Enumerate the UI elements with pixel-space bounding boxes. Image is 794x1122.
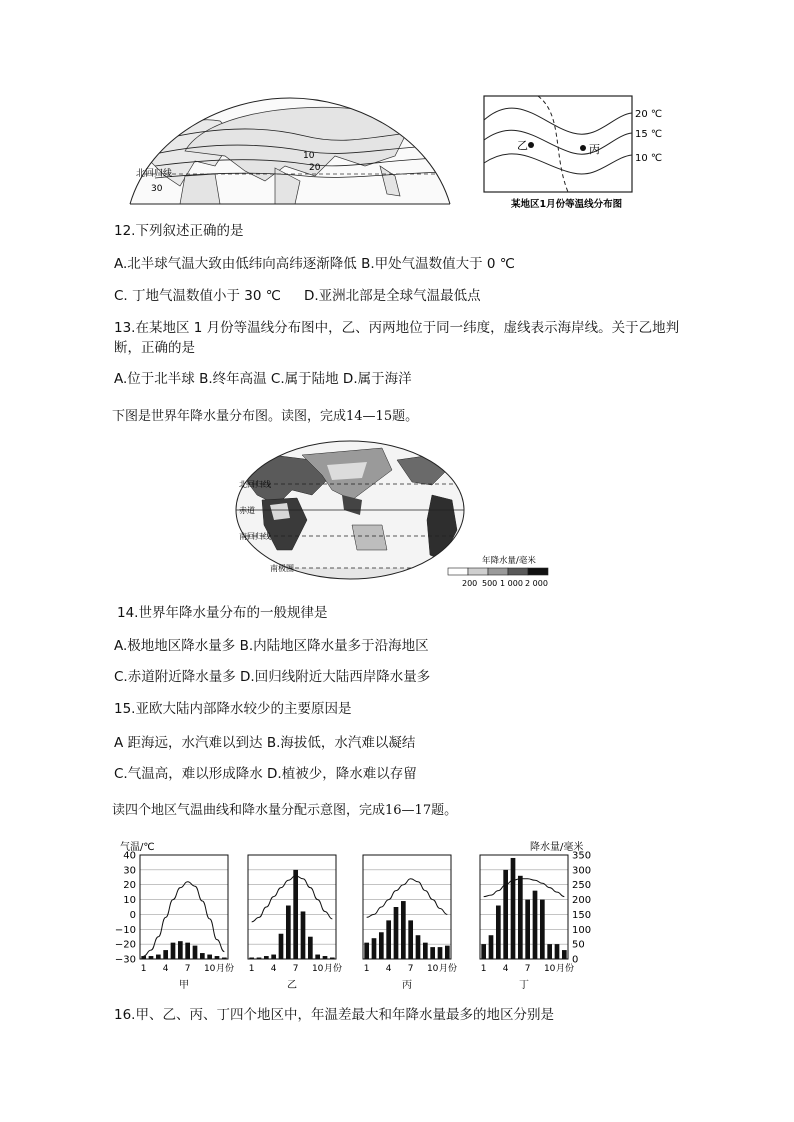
temp-tick-7: −30 [114, 954, 136, 966]
panel-frame-0 [140, 855, 228, 959]
inset-caption: 某地区1月份等温线分布图 [511, 199, 623, 210]
temp-curve-0 [144, 882, 225, 956]
legend-tick-500: 500 [482, 579, 498, 588]
precip-bar-0-7 [193, 946, 198, 959]
legend-tick-200: 200 [462, 579, 478, 588]
q16-stem: 16.甲、乙、丙、丁四个地区中，年温差最大和年降水量最多的地区分别是 [114, 1007, 554, 1023]
month-tick-0-0: 1 [140, 964, 147, 974]
precip-bar-1-10 [323, 956, 328, 959]
tropic-label: 北回归线 [136, 169, 173, 179]
panel-name-0: 甲 [179, 980, 189, 991]
precip-bar-2-6 [408, 920, 413, 959]
legend-swatch-1 [448, 568, 468, 575]
q15-options-ab: A 距海远，水汽难以到达 B.海拔低，水汽难以凝结 [114, 735, 416, 751]
precip-axis-label: 降水量/毫米 [530, 842, 584, 853]
intro-16-17: 读四个地区气温曲线和降水量分配示意图，完成16—17题。 [112, 803, 458, 818]
precip-legend-title: 年降水量/毫米 [482, 556, 536, 566]
precip-bar-3-4 [511, 858, 516, 959]
isotherm-10c-label: 10 ℃ [635, 153, 663, 164]
panel-name-1: 乙 [287, 980, 297, 991]
precip-bar-3-9 [547, 944, 552, 959]
panel-name-2: 丙 [402, 980, 412, 991]
lat-label-antarctic-circle: 南极圈 [270, 564, 294, 573]
month-tick-1-1: 4 [270, 964, 277, 974]
month-unit-1: 月份 [324, 964, 343, 974]
q12-stem: 12.下列叙述正确的是 [114, 223, 244, 239]
precip-bar-3-3 [503, 870, 508, 959]
legend-swatch-5 [528, 568, 548, 575]
panel-name-3: 丁 [519, 980, 529, 991]
q12-option-d: D.亚洲北部是全球气温最低点 [304, 288, 481, 304]
precip-bar-2-5 [401, 901, 406, 959]
q13-options: A.位于北半球 B.终年高温 C.属于陆地 D.属于海洋 [114, 371, 412, 387]
legend-swatch-3 [488, 568, 508, 575]
temp-curve-1 [252, 876, 333, 922]
precip-bar-0-3 [163, 950, 168, 959]
precip-bar-0-4 [171, 943, 176, 959]
precip-bar-1-4 [279, 934, 284, 959]
precip-bar-3-10 [555, 944, 560, 959]
isotherm-20-label: 20 [309, 163, 321, 173]
precip-bar-1-9 [315, 955, 320, 959]
climate-charts [110, 833, 600, 993]
temp-tick-4: 0 [129, 909, 136, 921]
q14-options-ab: A.极地地区降水量多 B.内陆地区降水量多于沿海地区 [114, 638, 429, 654]
precip-bar-2-7 [416, 935, 421, 959]
point-yi-label: 乙 [517, 139, 528, 152]
precip-tick-1: 300 [572, 865, 592, 877]
temp-tick-0: 40 [123, 850, 136, 862]
temp-tick-1: 30 [123, 865, 136, 877]
legend-swatch-4 [508, 568, 528, 575]
temp-tick-2: 20 [123, 880, 136, 892]
q15-stem: 15.亚欧大陆内部降水较少的主要原因是 [114, 701, 352, 717]
precip-tick-4: 150 [572, 909, 592, 921]
q15-options-cd: C.气温高，难以形成降水 D.植被少，降水难以存留 [114, 766, 417, 782]
month-tick-3-0: 1 [480, 964, 487, 974]
temp-axis-label: 气温/℃ [120, 842, 155, 853]
month-tick-1-2: 7 [292, 964, 299, 974]
precip-bar-0-10 [215, 956, 220, 959]
precip-tick-2: 250 [572, 880, 592, 892]
precip-bar-3-8 [540, 900, 545, 959]
legend-tick-1000: 1 000 [500, 579, 523, 588]
world-precipitation-map [232, 440, 562, 590]
month-tick-2-0: 1 [363, 964, 370, 974]
month-unit-3: 月份 [556, 964, 575, 974]
temp-tick-6: −20 [114, 939, 136, 951]
precip-bar-2-10 [438, 947, 443, 959]
legend-tick-2000: 2 000 [525, 579, 548, 588]
precip-bar-2-4 [394, 907, 399, 959]
isotherm-30-label: 30 [151, 184, 163, 194]
q14-options-cd: C.赤道附近降水量多 D.回归线附近大陆西岸降水量多 [114, 669, 431, 685]
precip-bar-1-11 [330, 958, 335, 959]
precip-bar-2-11 [445, 946, 450, 959]
precip-bar-2-3 [386, 920, 391, 959]
precip-bar-1-5 [286, 906, 291, 959]
precip-bar-1-2 [264, 956, 269, 959]
month-tick-0-1: 4 [162, 964, 169, 974]
isotherm-15c-label: 15 ℃ [635, 129, 663, 140]
month-tick-0-2: 7 [184, 964, 191, 974]
precip-bar-3-7 [533, 891, 538, 959]
temp-tick-5: −10 [114, 924, 136, 936]
isotherm-20c-label: 20 ℃ [635, 109, 663, 120]
precip-tick-7: 0 [572, 954, 579, 966]
inset-isotherm-diagram [483, 95, 673, 213]
month-tick-0-3: 10 [203, 964, 216, 974]
precip-bar-3-2 [496, 906, 501, 959]
month-tick-3-2: 7 [524, 964, 531, 974]
month-tick-2-3: 10 [426, 964, 439, 974]
q13-stem: 13.在某地区 1 月份等温线分布图中，乙、丙两地位于同一纬度，虚线表示海岸线。关于乙地判断，正确的是 [114, 320, 680, 356]
precip-bar-0-5 [178, 941, 183, 959]
precip-bar-0-8 [200, 953, 205, 959]
precip-bar-0-9 [207, 955, 212, 959]
precip-bar-3-1 [489, 935, 494, 959]
month-tick-3-1: 4 [502, 964, 509, 974]
month-tick-3-3: 10 [543, 964, 556, 974]
temp-tick-3: 10 [123, 895, 136, 907]
month-tick-1-3: 10 [311, 964, 324, 974]
precip-tick-5: 100 [572, 924, 592, 936]
precip-bar-1-3 [271, 955, 276, 959]
intro-14-15: 下图是世界年降水量分布图。读图，完成14—15题。 [112, 409, 419, 424]
q12-options-ab: A.北半球气温大致由低纬向高纬逐渐降低 B.甲处气温数值大于 0 ℃ [114, 256, 515, 272]
isotherm-10-label: 10 [303, 151, 315, 161]
precip-bar-0-6 [185, 943, 190, 959]
month-tick-2-2: 7 [407, 964, 414, 974]
precip-bar-3-11 [562, 950, 567, 959]
month-unit-2: 月份 [439, 964, 458, 974]
precip-bar-2-0 [364, 943, 369, 959]
precip-bar-3-6 [525, 900, 530, 959]
lat-label-tropic-capricorn: 南回归线 [239, 532, 271, 541]
precip-bar-3-0 [481, 944, 486, 959]
precip-bar-1-8 [308, 937, 313, 959]
month-tick-2-1: 4 [385, 964, 392, 974]
month-tick-1-0: 1 [248, 964, 255, 974]
precip-tick-0: 350 [572, 850, 592, 862]
precip-bar-0-2 [156, 955, 161, 959]
precip-bar-0-1 [149, 956, 154, 959]
world-isotherm-map [125, 96, 455, 208]
precip-bar-2-2 [379, 932, 384, 959]
precip-tick-3: 200 [572, 895, 592, 907]
q12-option-c: C. 丁地气温数值小于 30 ℃ [114, 288, 281, 304]
precip-tick-6: 50 [572, 939, 585, 951]
temp-curve-3 [484, 879, 565, 897]
month-unit-0: 月份 [216, 964, 235, 974]
lat-label-equator: 赤道 [239, 506, 255, 515]
precip-bar-1-7 [301, 911, 306, 959]
precip-bar-0-11 [222, 958, 227, 959]
legend-swatch-2 [468, 568, 488, 575]
panel-frame-1 [248, 855, 336, 959]
precip-bar-3-5 [518, 876, 523, 959]
precip-bar-1-1 [257, 958, 262, 959]
precip-bar-2-8 [423, 943, 428, 959]
precip-bar-2-1 [372, 938, 377, 959]
lat-label-tropic-cancer: 北回归线 [239, 480, 271, 489]
precip-bar-2-9 [430, 947, 435, 959]
q14-stem: 14.世界年降水量分布的一般规律是 [117, 605, 328, 621]
point-bing-label: 丙 [589, 143, 600, 156]
precip-bar-1-0 [249, 958, 254, 959]
precip-bar-1-6 [293, 870, 298, 959]
